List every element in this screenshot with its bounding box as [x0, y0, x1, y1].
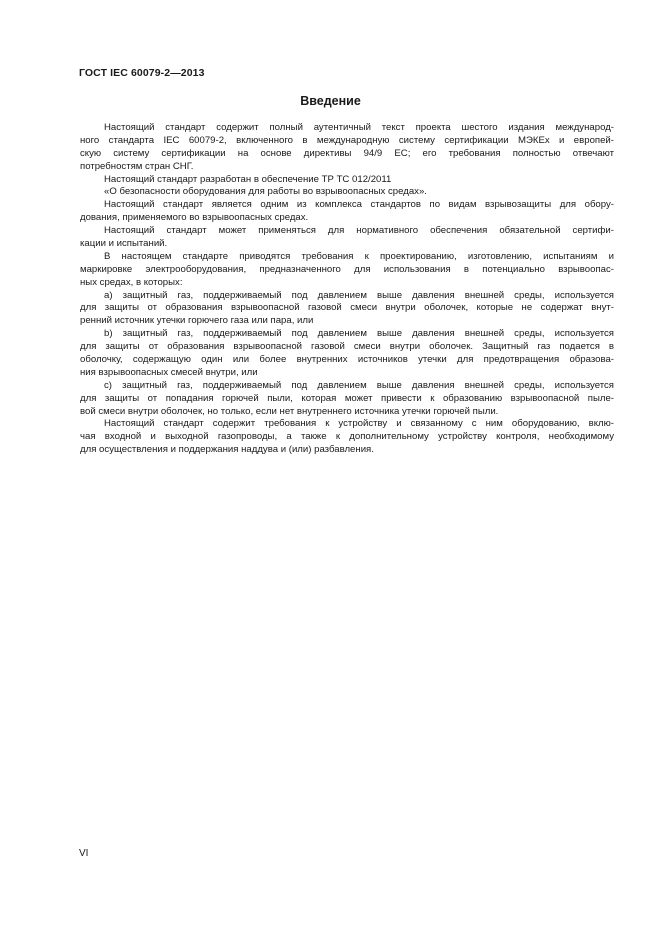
- text-line: для осуществления и поддержания наддува и (или) разбавления.: [80, 444, 374, 456]
- text-line: «О безопасности оборудования для работы во взрывоопасных средах».: [104, 186, 427, 198]
- text-line: c) защитный газ, поддерживаемый под давлением выше давления внешней среды, используется: [104, 379, 614, 391]
- text-line: для защиты от образования взрывоопасной газовой смеси внутри оболочек, которые не содержат внут-: [80, 302, 614, 314]
- text-line: кации и испытаний.: [80, 238, 168, 250]
- text-line: b) защитный газ, поддерживаемый под давлением выше давления внешней среды, используется: [104, 328, 614, 340]
- text-line: маркировке электрооборудования, предназначенного для использования в потенциально взрывоопас-: [80, 263, 614, 275]
- text-line: ного стандарта IEC 60079-2, включенного в международную систему сертификации МЭКЕх и европей-: [80, 134, 614, 146]
- page-number: VI: [79, 848, 89, 859]
- text-line: чая входной и выходной газопроводы, а также к дополнительному устройству контроля, необходимому: [80, 431, 614, 443]
- text-line: вой смеси внутри оболочек, но только, если нет внутреннего источника утечки горючей пыли.: [80, 405, 499, 417]
- text-line: Настоящий стандарт содержит полный аутентичный текст проекта шестого издания международ-: [104, 122, 614, 133]
- text-line: Настоящий стандарт разработан в обеспечение ТР ТС 012/2011: [104, 173, 392, 185]
- section-title: Введение: [300, 94, 361, 108]
- text-line: скую систему сертификации на основе директивы 94/9 ЕС; его требования полностью отвечают: [80, 147, 614, 159]
- text-line: ренний источник утечки горючего газа или пара, или: [80, 315, 314, 327]
- document-header: ГОСТ IEC 60079-2—2013: [79, 67, 205, 79]
- text-line: дования, применяемого во взрывоопасных средах.: [80, 212, 309, 224]
- text-line: В настоящем стандарте приводятся требования к проектированию, изготовлению, испытаниям и: [104, 250, 614, 262]
- body-text: [80, 122, 614, 457]
- text-line: для защиты от образования взрывоопасной газовой смеси внутри оболочек. Защитный газ подается в: [80, 341, 614, 353]
- text-line: Настоящий стандарт является одним из комплекса стандартов по видам взрывозащиты для обору-: [104, 199, 614, 211]
- text-line: потребностям стран СНГ.: [80, 160, 194, 172]
- text-line: ных средах, в которых:: [80, 276, 183, 288]
- text-line: Настоящий стандарт может применяться для нормативного обеспечения обязательной сертифи-: [104, 225, 614, 237]
- text-line: Настоящий стандарт содержит требования к устройству и связанному с ним оборудованию, вклю-: [104, 418, 614, 430]
- text-line: для защиты от попадания горючей пыли, которая может привести к образованию взрывоопасной пыле-: [80, 392, 614, 404]
- text-line: оболочку, содержащую один или более внутренних источников утечки для предотвращения образова-: [80, 354, 614, 366]
- text-line: ния взрывоопасных смесей внутри, или: [80, 366, 258, 378]
- text-line: a) защитный газ, поддерживаемый под давлением выше давления внешней среды, используется: [104, 289, 614, 301]
